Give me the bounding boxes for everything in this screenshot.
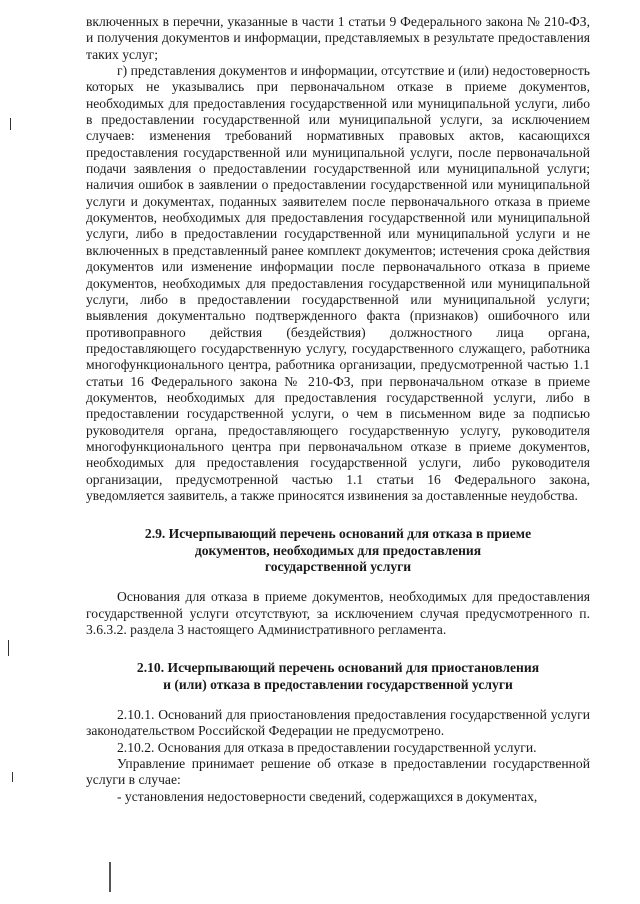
paragraph-continuation: включенных в перечни, указанные в части 1 статьи 9 Федерального закона № 210-ФЗ, и получения документов и информации, представляемых в результате предоставления таких услуг; bbox=[86, 14, 590, 62]
paragraph-2-10-2: 2.10.2. Основания для отказа в предоставлении государственной услуги. bbox=[117, 739, 537, 755]
paragraph-g: г) представления документов и информации, отсутствие и (или) недостоверность которых не указывались при первоначальном отказе в приеме документов, необходимых для предоставления государственной или муниципальной услуги, либо в предоставлении государственной или муниципальной услуги, за исключением случаев: изменения требований нормативных правовых актов, касающихся предоставления государственной или муниципальной услуги, после первоначальной подачи заявления о предоставлении государственной или муниципальной услуги; наличия ошибок в заявлении о предоставлении государственной или муниципальной услуги и документах, поданных заявителем после первоначального отказа в приеме документов, необходимых для предоставления государственной или муниципальной услуги, либо в предоставлении государственной или муниципальной услуги и не включенных в представленный ранее комплект документов; истечения срока действия документов или изменение информации после первоначального отказа в приеме документов, необходимых для предоставления государственной или муниципальной услуги, либо в предоставлении государственной или муниципальной услуги; выявления документально подтвержденного факта (признаков) ошибочного или противоправного действия (бездействия) должностного лица органа, предоставляющего государственную услугу, государственного служащего, работника многофункционального центра, работника организации, предусмотренной частью 1.1 статьи 16 Федерального закона № 210-ФЗ, при первоначальном отказе в приеме документов, необходимых для предоставления государственной услуги, либо в предоставлении государственной услуги, о чем в письменном виде за подписью руководителя органа, предоставляющего государственную услугу, руководителя многофункционального центра при первоначальном отказе в приеме документов, необходимых для предоставления государственной услуги, либо руководителя организации, предусмотренной частью 1.1 статьи 16 Федерального закона, уведомляется заявитель, а также приносятся извинения за доставленные неудобства. bbox=[86, 63, 590, 503]
heading-2-9-line-1: 2.9. Исчерпывающий перечень оснований для отказа в приеме bbox=[144, 526, 532, 542]
heading-2-10-line-1: 2.10. Исчерпывающий перечень оснований для приостановления bbox=[136, 660, 540, 676]
heading-2-9-line-2: документов, необходимых для предоставления bbox=[194, 542, 482, 558]
scan-mark-bottom bbox=[109, 862, 111, 892]
heading-2-10 bbox=[86, 660, 590, 693]
paragraph-2-9: Основания для отказа в приеме документов, необходимых для предоставления государственной услуги отсутствуют, за исключением случая предусмотренного п. 3.6.3.2. раздела 3 настоящего Административного регламента. bbox=[86, 589, 590, 638]
heading-2-10-line-2: и (или) отказа в предоставлении государственной услуги bbox=[163, 676, 513, 692]
heading-2-9-line-3: государственной услуги bbox=[264, 559, 412, 574]
paragraph-2-10-1: 2.10.1. Оснований для приостановления предоставления государственной услуги законодательством Российской Федерации не предусмотрено. bbox=[86, 707, 590, 739]
scan-mark-middle bbox=[8, 640, 9, 656]
document-page bbox=[86, 14, 590, 805]
heading-2-9 bbox=[86, 526, 590, 575]
paragraph-decision: Управление принимает решение об отказе в предоставлении государственной услуги в случае: bbox=[86, 756, 590, 788]
scan-mark-lower bbox=[12, 772, 13, 782]
scan-mark-top bbox=[10, 118, 11, 130]
paragraph-bullet: - установления недостоверности сведений, содержащихся в документах, bbox=[117, 788, 538, 804]
